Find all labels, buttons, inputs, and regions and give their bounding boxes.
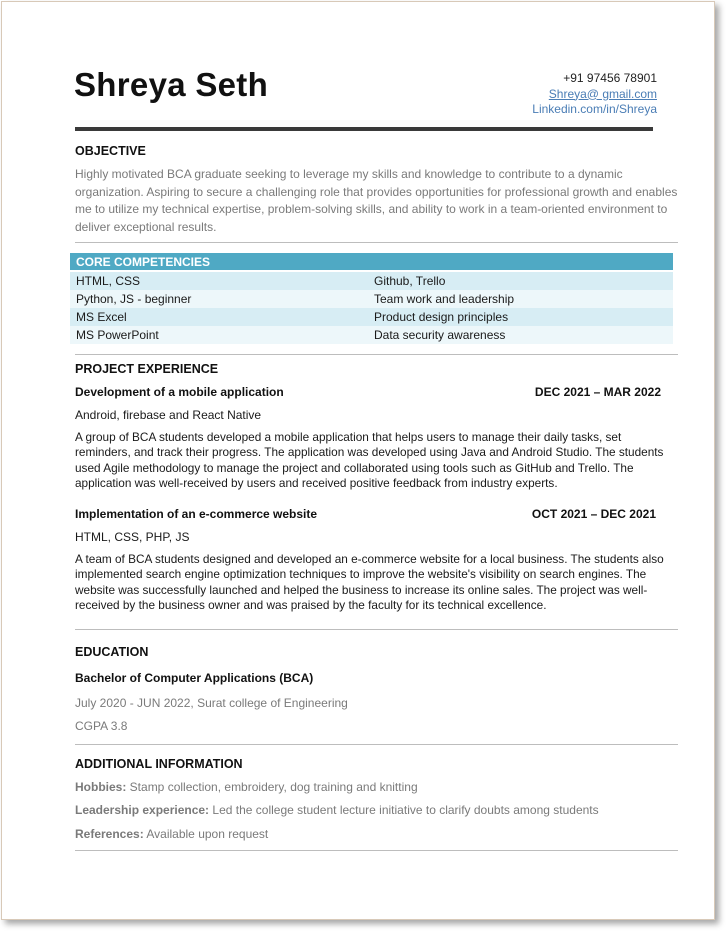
project-experience-heading: PROJECT EXPERIENCE — [75, 362, 219, 376]
project-description: A group of BCA students developed a mobile application that helps users to manage their daily tasks, set reminders, and track their progress. The application was developed using Java and Android Studio. The students used Agile methodology to manage the project and collaborated using tools such as GitHub and Trello. The application was well-received by users and received positive feedback from industry experts. — [75, 430, 664, 490]
competency-cell: HTML, CSS — [70, 271, 368, 290]
section-divider — [75, 850, 678, 851]
competency-cell: Python, JS - beginner — [70, 290, 368, 308]
section-divider — [75, 354, 678, 355]
competency-cell: Product design principles — [368, 308, 673, 326]
section-divider — [75, 242, 678, 243]
references-label: References: — [75, 827, 144, 841]
phone-number: +91 97456 78901 — [563, 71, 657, 85]
project-title: Development of a mobile application — [75, 385, 284, 399]
project-dates: DEC 2021 – MAR 2022 — [534, 385, 661, 399]
project-tech: HTML, CSS, PHP, JS — [75, 530, 190, 544]
table-row — [70, 308, 673, 326]
education-heading: EDUCATION — [75, 645, 149, 659]
section-divider — [75, 744, 678, 745]
hobbies-line — [75, 780, 418, 794]
objective-text: Highly motivated BCA graduate seeking to leverage my skills and knowledge to contribute to a dynamic organization. Aspiring to secure a challenging role that provides opportunities for professional growth and enables me to utilize my technical expertise, problem-solving skills, and ability to work in a team-oriented environment to deliver exceptional results. — [75, 167, 678, 234]
hobbies-value: Stamp collection, embroidery, dog training and knitting — [126, 780, 418, 794]
competencies-heading: CORE COMPETENCIES — [70, 253, 673, 271]
candidate-name: Shreya Seth — [74, 66, 269, 103]
objective-heading: OBJECTIVE — [75, 144, 146, 158]
core-competencies-table — [70, 253, 673, 344]
project-dates: OCT 2021 – DEC 2021 — [531, 507, 656, 521]
leadership-label: Leadership experience: — [75, 803, 210, 817]
header-divider — [75, 127, 653, 131]
cgpa: CGPA 3.8 — [75, 719, 128, 733]
additional-info-heading: ADDITIONAL INFORMATION — [75, 757, 243, 771]
linkedin-link[interactable]: Linkedin.com/in/Shreya — [532, 102, 657, 116]
hobbies-label: Hobbies: — [75, 780, 127, 794]
degree-title: Bachelor of Computer Applications (BCA) — [75, 671, 314, 685]
project-description: A team of BCA students designed and developed an e-commerce website for a local business. The students also implemented search engine optimization techniques to improve the website's visibility on search engines. The website was successfully launched and helped the business to increase its online sales. The project was well-received by the business owner and was praised by the faculty for its technical excellence. — [75, 552, 664, 612]
competency-cell: MS PowerPoint — [70, 326, 368, 344]
contact-block — [532, 71, 657, 118]
table-row — [70, 290, 673, 308]
references-value: Available upon request — [143, 827, 269, 841]
project-title: Implementation of an e-commerce website — [75, 507, 318, 521]
education-period: July 2020 - JUN 2022, Surat college of Engineering — [75, 696, 348, 710]
section-divider — [75, 629, 678, 630]
table-row — [70, 326, 673, 344]
email-link[interactable]: Shreya@ gmail.com — [548, 86, 657, 101]
leadership-value: Led the college student lecture initiative to clarify doubts among students — [209, 803, 599, 817]
competency-cell: Data security awareness — [368, 326, 673, 344]
resume-page — [1, 1, 715, 920]
project-tech: Android, firebase and React Native — [75, 408, 262, 422]
competency-cell: MS Excel — [70, 308, 368, 326]
competency-cell: Github, Trello — [368, 271, 673, 290]
table-row — [70, 271, 673, 290]
references-line — [75, 827, 268, 841]
leadership-line — [75, 803, 599, 817]
competency-cell: Team work and leadership — [368, 290, 673, 308]
